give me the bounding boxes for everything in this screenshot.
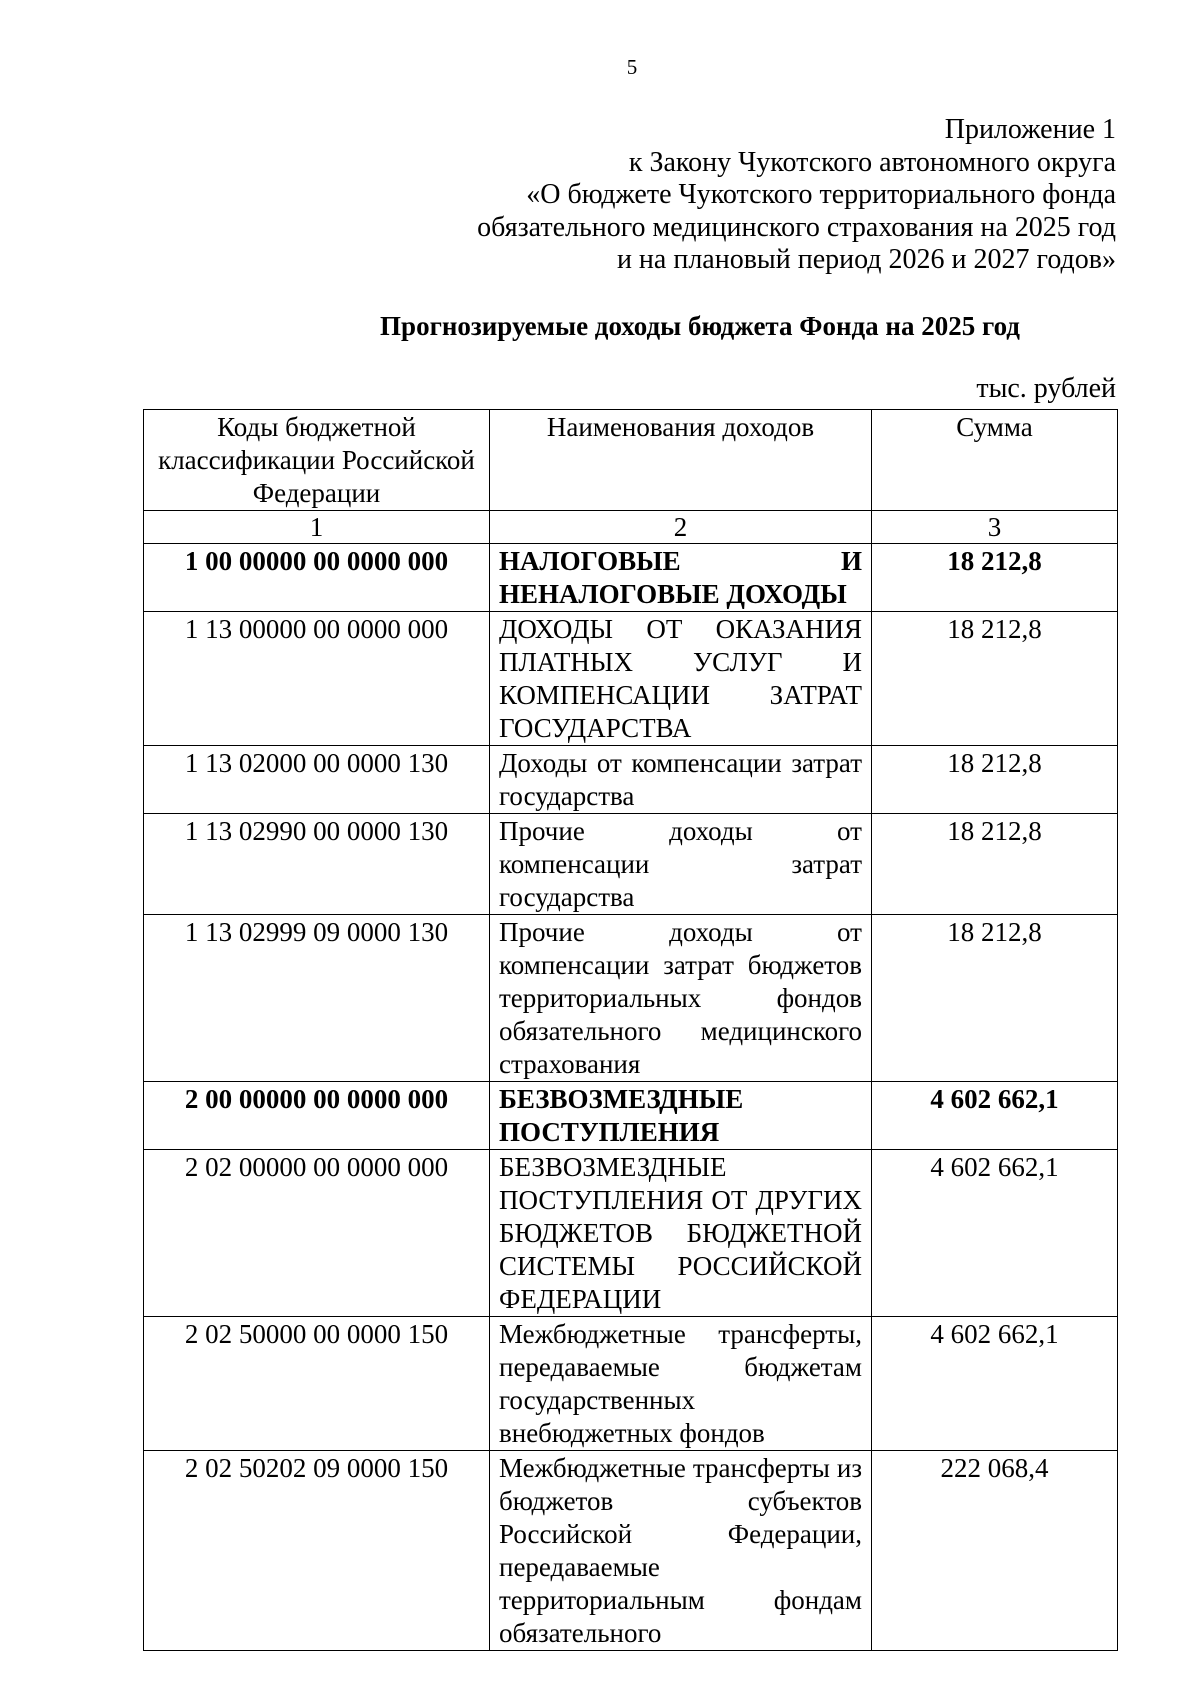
- header-amount: Сумма: [872, 410, 1118, 511]
- appendix-line: и на плановый период 2026 и 2027 годов»: [616, 244, 1116, 275]
- income-table: [143, 409, 1118, 1651]
- row-amount: 18 212,8: [872, 746, 1118, 814]
- row-amount: 18 212,8: [872, 915, 1118, 1082]
- table-row: [144, 746, 1118, 814]
- row-code: 2 02 00000 00 0000 000: [144, 1150, 490, 1317]
- table-row: [144, 544, 1118, 612]
- row-name: БЕЗВОЗМЕЗДНЫЕ ПОСТУПЛЕНИЯ: [490, 1082, 872, 1150]
- row-code: 2 02 50000 00 0000 150: [144, 1317, 490, 1451]
- appendix-header: [477, 114, 1116, 277]
- table-row: [144, 814, 1118, 915]
- row-code: 2 00 00000 00 0000 000: [144, 1082, 490, 1150]
- header-name: Наименования доходов: [490, 410, 872, 511]
- table-row: [144, 612, 1118, 746]
- appendix-line: Приложение 1: [944, 114, 1116, 145]
- column-number-row: [144, 511, 1118, 544]
- row-code: 1 00 00000 00 0000 000: [144, 544, 490, 612]
- page-number: 5: [626, 55, 638, 79]
- row-code: 1 13 02990 00 0000 130: [144, 814, 490, 915]
- row-amount: 222 068,4: [872, 1451, 1118, 1651]
- header-code: Коды бюджетной классификации Российской Федерации: [144, 410, 490, 511]
- column-number: 3: [872, 511, 1118, 544]
- row-code: 1 13 02000 00 0000 130: [144, 746, 490, 814]
- row-name: ДОХОДЫ ОТ ОКАЗАНИЯ ПЛАТНЫХ УСЛУГ И КОМПЕНСАЦИИ ЗАТРАТ ГОСУДАРСТВА: [490, 612, 872, 746]
- table-row: [144, 1150, 1118, 1317]
- row-name: Межбюджетные трансферты, передаваемые бюджетам государственных внебюджетных фондов: [490, 1317, 872, 1451]
- appendix-line: к Закону Чукотского автономного округа: [628, 146, 1116, 178]
- table-row: [144, 1082, 1118, 1150]
- row-amount: 4 602 662,1: [872, 1317, 1118, 1451]
- row-amount: 18 212,8: [872, 814, 1118, 915]
- row-code: 1 13 02999 09 0000 130: [144, 915, 490, 1082]
- table-row: [144, 1317, 1118, 1451]
- appendix-line: «О бюджете Чукотского территориального фонда: [526, 179, 1116, 210]
- row-name: Межбюджетные трансферты из бюджетов субъектов Российской Федерации, передаваемые территориальным фондам обязательного: [490, 1451, 872, 1651]
- units-label: тыс. рублей: [976, 373, 1116, 404]
- document-title: Прогнозируемые доходы бюджета Фонда на 2025 год: [380, 311, 1020, 341]
- row-code: 1 13 00000 00 0000 000: [144, 612, 490, 746]
- column-number: 1: [144, 511, 490, 544]
- appendix-line: обязательного медицинского страхования на 2025 год: [477, 211, 1116, 243]
- column-number: 2: [490, 511, 872, 544]
- table-row: [144, 915, 1118, 1082]
- row-amount: 4 602 662,1: [872, 1150, 1118, 1317]
- row-name: НАЛОГОВЫЕ И НЕНАЛОГОВЫЕ ДОХОДЫ: [490, 544, 872, 612]
- row-name: БЕЗВОЗМЕЗДНЫЕ ПОСТУПЛЕНИЯ ОТ ДРУГИХ БЮДЖЕТОВ БЮДЖЕТНОЙ СИСТЕМЫ РОССИЙСКОЙ ФЕДЕРАЦИИ: [490, 1150, 872, 1317]
- row-amount: 18 212,8: [872, 544, 1118, 612]
- row-name: Доходы от компенсации затрат государства: [490, 746, 872, 814]
- row-amount: 18 212,8: [872, 612, 1118, 746]
- row-name: Прочие доходы от компенсации затрат бюджетов территориальных фондов обязательного медицинского страхования: [490, 915, 872, 1082]
- table-row: [144, 1451, 1118, 1651]
- row-code: 2 02 50202 09 0000 150: [144, 1451, 490, 1651]
- row-name: Прочие доходы от компенсации затрат государства: [490, 814, 872, 915]
- row-amount: 4 602 662,1: [872, 1082, 1118, 1150]
- table-header-row: [144, 410, 1118, 511]
